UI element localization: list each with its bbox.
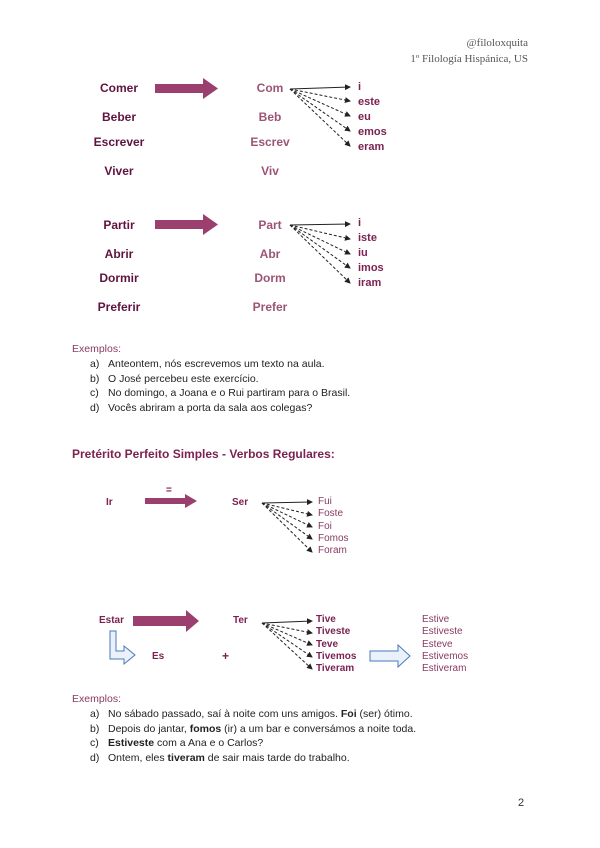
ter-forms bbox=[316, 614, 356, 675]
table2-verb-3: Preferir bbox=[97, 300, 141, 314]
list-item bbox=[90, 751, 550, 766]
ter-form: Tiveram bbox=[316, 663, 355, 675]
es-stem: Es bbox=[152, 651, 165, 662]
ser-forms bbox=[318, 496, 349, 557]
estar-ter-arrow bbox=[133, 610, 199, 632]
ter-form: Tiveste bbox=[316, 626, 351, 638]
example-post: (ir) a um bar e conversámos a noite toda. bbox=[221, 722, 417, 735]
page-number: 2 bbox=[518, 797, 525, 809]
ir-ser-arrow bbox=[145, 494, 197, 508]
header-course: 1º Filología Hispánica, US bbox=[410, 53, 528, 65]
example-post: de sair mais tarde do trabalho. bbox=[204, 751, 350, 764]
list-marker: b) bbox=[90, 722, 100, 735]
table1-stem-0: Com bbox=[256, 81, 284, 95]
table1-ending: emos bbox=[358, 126, 387, 138]
example-text: Vocês abriram a porta da sala aos colegas? bbox=[108, 401, 313, 414]
list-marker: b) bbox=[90, 372, 100, 385]
list-marker: d) bbox=[90, 751, 100, 764]
ser-form: Foram bbox=[318, 545, 347, 557]
section-title: Pretérito Perfeito Simples - Verbos Regulares: bbox=[72, 447, 335, 461]
estar-result: Estivemos bbox=[422, 650, 469, 662]
table1-stem-3: Viv bbox=[261, 164, 279, 178]
table1-stem-1: Beb bbox=[258, 110, 282, 124]
example-post: (ser) ótimo. bbox=[356, 708, 413, 720]
ser-form: Fui bbox=[318, 496, 332, 507]
table2-endings bbox=[358, 216, 384, 291]
table1-verb-0: Comer bbox=[99, 81, 138, 95]
list-item bbox=[90, 707, 550, 722]
estar-result: Esteve bbox=[422, 638, 453, 650]
table2-stem-2: Dorm bbox=[254, 271, 286, 285]
table2-stem-0: Part bbox=[258, 218, 282, 232]
table2-ending: iu bbox=[358, 247, 368, 259]
ser-target: Ser bbox=[232, 497, 249, 508]
table2-verb-0: Partir bbox=[103, 218, 135, 232]
list-item bbox=[90, 386, 530, 401]
list-item bbox=[90, 722, 550, 737]
table1-ending: eram bbox=[358, 141, 385, 153]
table2-ending: imos bbox=[358, 262, 384, 274]
list-marker: a) bbox=[90, 708, 100, 720]
example-bold: tiveram bbox=[167, 751, 205, 764]
list-item bbox=[90, 357, 530, 372]
list-item bbox=[90, 372, 530, 387]
list-item bbox=[90, 401, 530, 416]
example-text: O José percebeu este exercício. bbox=[108, 372, 259, 385]
ser-form: Fomos bbox=[318, 532, 349, 544]
table1-verb-3: Viver bbox=[104, 164, 134, 178]
examples1-label: Exemplos: bbox=[72, 343, 122, 355]
ter-form: Teve bbox=[316, 638, 339, 650]
ter-form: Tive bbox=[316, 614, 336, 625]
examples2-list bbox=[90, 707, 550, 765]
bend-arrow bbox=[110, 631, 135, 664]
example-bold: Estiveste bbox=[108, 737, 155, 750]
estar-results bbox=[422, 614, 468, 675]
ser-form: Foste bbox=[318, 508, 344, 520]
ser-form: Foi bbox=[318, 520, 332, 532]
ter-form: Tivemos bbox=[316, 650, 357, 662]
table2-verb-1: Abrir bbox=[104, 247, 134, 261]
table1-verb-2: Escrever bbox=[93, 135, 145, 149]
ter-target: Ter bbox=[233, 615, 248, 626]
table1-ending: eu bbox=[358, 111, 371, 123]
table1-stem-2: Escrev bbox=[250, 135, 290, 149]
equals-label: = bbox=[166, 485, 172, 496]
examples1-list bbox=[90, 357, 530, 415]
table1-ending: i bbox=[358, 81, 362, 93]
example-pre: Ontem, eles bbox=[108, 751, 168, 764]
list-marker: d) bbox=[90, 401, 100, 414]
table1-ending: este bbox=[358, 96, 381, 108]
example-pre: No sábado passado, saí à noite com uns amigos. bbox=[108, 708, 341, 720]
table2-stem-3: Prefer bbox=[252, 300, 288, 314]
example-text: Anteontem, nós escrevemos um texto na aula. bbox=[108, 358, 325, 370]
list-marker: c) bbox=[90, 387, 99, 400]
table1-verb-1: Beber bbox=[101, 110, 136, 124]
estar-result: Estiveste bbox=[422, 626, 463, 638]
example-bold: fomos bbox=[189, 722, 222, 735]
examples2-label: Exemplos: bbox=[72, 693, 122, 705]
table2-ending: i bbox=[358, 217, 362, 229]
fan-lines-ter bbox=[262, 621, 312, 669]
ir-verb: Ir bbox=[106, 497, 113, 508]
estar-result: Estive bbox=[422, 614, 450, 625]
example-pre: Depois do jantar, bbox=[108, 722, 190, 735]
table2-ending: iste bbox=[358, 232, 377, 244]
list-marker: c) bbox=[90, 737, 99, 750]
example-bold: Foi bbox=[340, 708, 357, 720]
list-marker: a) bbox=[90, 358, 100, 370]
estar-result: Estiveram bbox=[422, 663, 467, 675]
table2-stem-1: Abr bbox=[259, 247, 281, 261]
fan-lines-ser bbox=[262, 502, 312, 552]
table1-endings bbox=[358, 80, 387, 155]
example-text: No domingo, a Joana e o Rui partiram para o Brasil. bbox=[108, 387, 351, 400]
list-item bbox=[90, 736, 550, 751]
table2-verb-2: Dormir bbox=[99, 271, 139, 285]
result-arrow bbox=[370, 645, 410, 667]
estar-verb: Estar bbox=[99, 615, 125, 626]
header-author: @filoloxquita bbox=[466, 37, 528, 49]
plus-sign: + bbox=[222, 649, 230, 663]
table2-ending: iram bbox=[358, 277, 382, 289]
example-post: com a Ana e o Carlos? bbox=[154, 737, 264, 750]
